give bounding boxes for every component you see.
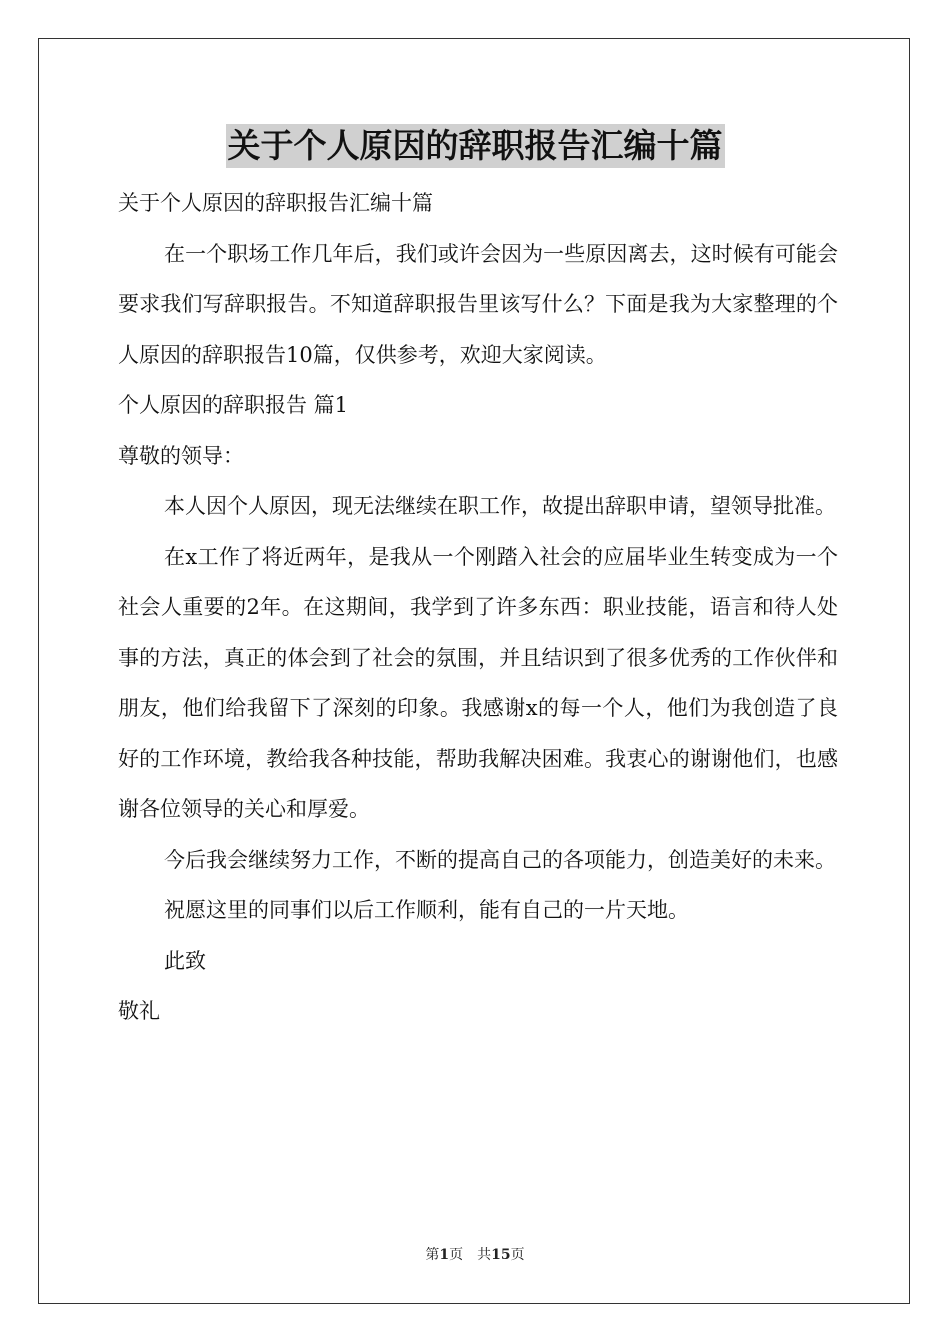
page-number-footer bbox=[0, 1244, 950, 1264]
salutation: 尊敬的领导： bbox=[118, 443, 244, 468]
paragraph-future: 今后我会继续努力工作，不断的提高自己的各项能力，创造美好的未来。 bbox=[164, 847, 836, 872]
footer-current-page: 1 bbox=[439, 1247, 450, 1263]
paragraph-wishes: 祝愿这里的同事们以后工作顺利，能有自己的一片天地。 bbox=[164, 898, 689, 922]
paragraph-experience: 在x工作了将近两年，是我从一个刚踏入社会的应届毕业生转变成为一个社会人重要的2年。在这期间，我学到了许多东西：职业技能，语言和待人处事的方法，真正的体会到了社会的氛围，并且结识到了很多优秀的工作伙伴和朋友，他们给我留下了深刻的印象。我感谢x的每一个人，他们为我创造了良好的工作环境，教给我各种技能，帮助我解决困难。我衷心的谢谢他们，也感谢各位领导的关心和厚爱。 bbox=[118, 544, 838, 821]
footer-prefix: 第 bbox=[425, 1247, 440, 1263]
closing-regards: 敬礼 bbox=[118, 999, 160, 1023]
paragraph-subtitle: 关于个人原因的辞职报告汇编十篇 bbox=[118, 191, 433, 215]
footer-suffix: 页 bbox=[510, 1247, 525, 1263]
paragraph-resignation: 本人因个人原因，现无法继续在职工作，故提出辞职申请，望领导批准。 bbox=[164, 494, 836, 518]
document-body bbox=[118, 178, 838, 1037]
title-container bbox=[0, 124, 950, 168]
document-title: 关于个人原因的辞职报告汇编十篇 bbox=[226, 124, 725, 168]
footer-total-pages: 15 bbox=[491, 1247, 511, 1263]
paragraph-intro: 在一个职场工作几年后，我们或许会因为一些原因离去，这时候有可能会要求我们写辞职报告。不知道辞职报告里该写什么？下面是我为大家整理的个人原因的辞职报告10篇，仅供参考，欢迎大家阅读。 bbox=[118, 241, 838, 367]
footer-middle: 页 共 bbox=[449, 1247, 492, 1263]
closing-line: 此致 bbox=[164, 948, 206, 973]
section-heading: 个人原因的辞职报告 篇1 bbox=[118, 393, 349, 417]
